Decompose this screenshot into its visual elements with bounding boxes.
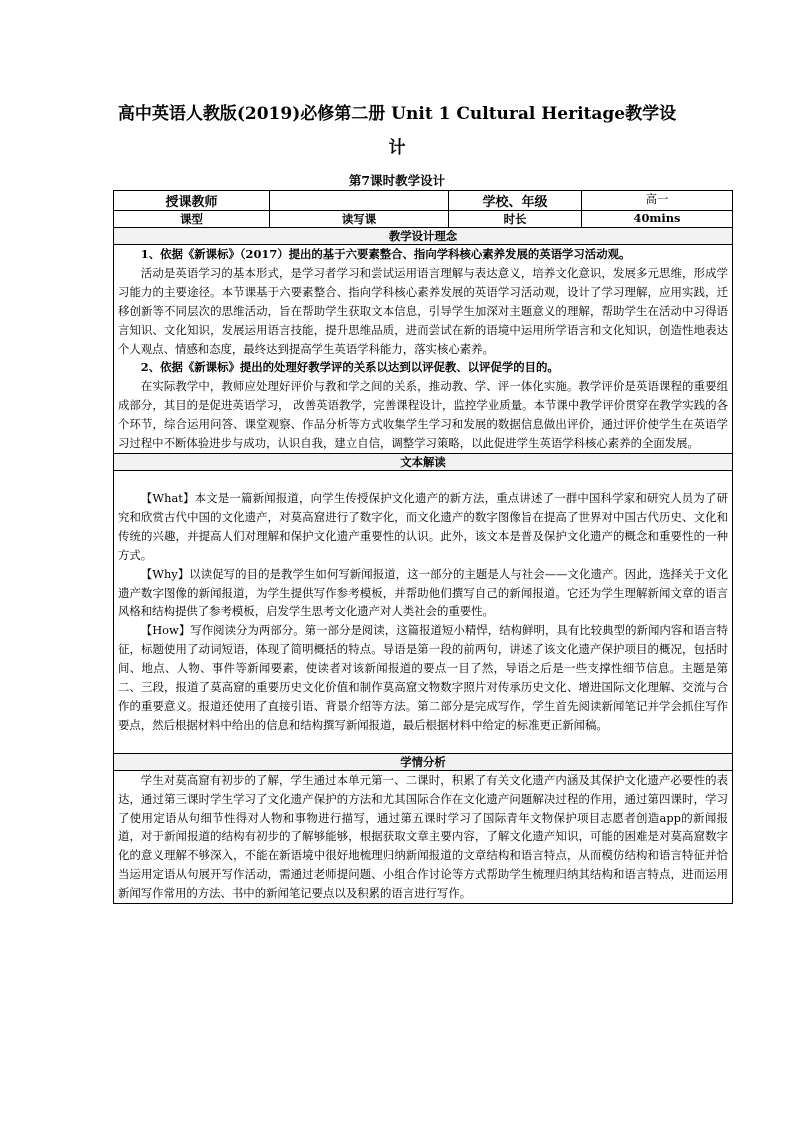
concept-heading: 教学设计理念 bbox=[114, 228, 733, 245]
text-analysis-section bbox=[114, 470, 733, 753]
text-why: 【Why】以读促写的目的是教学生如何写新闻报道，这一部分的主题是人与社会——文化遗产。因此，选择关于文化遗产数字图像的新闻报道，为学生提供写作参考模板，并帮助他们撰写自己的新闻报道。它还为学生理解新闻文章的语言风格和结构提供了参考模板，启发学生思考文化遗产对人类社会的重要性。 bbox=[118, 566, 728, 619]
type-value: 读写课 bbox=[270, 211, 449, 228]
duration-label: 时长 bbox=[449, 211, 582, 228]
text-what: 【What】本文是一篇新闻报道，向学生传授保护文化遗产的新方法，重点讲述了一群中国科学家和研究人员为了研究和欣赏古代中国的文化遗产，对莫高窟进行了数字化，而文化遗产的数字图像旨在提高了世界对中国古代历史、文化和传统的兴趣，并提高人们对理解和保护文化遗产重要性的认识。此外，该文本是普及保护文化遗产的概念和重要性的一种方式。 bbox=[118, 490, 728, 562]
lesson-plan-table bbox=[113, 190, 733, 904]
school-label: 学校、年级 bbox=[449, 191, 582, 211]
text-how: 【How】写作阅读分为两部分。第一部分是阅读，这篇报道短小精悍，结构鲜明，具有比较典型的新闻内容和语言特征，标题使用了动词短语，体现了简明概括的特点。导语是第一段的前两句，讲述了该文化遗产保护项目的概况，包括时间、地点、人物、事件等新闻要素，使读者对该新闻报道的要点一目了然，导语之后是一些支撑性细节信息。主题是第二、三段，报道了莫高窟的重要历史文化价值和制作莫高窟文物数字照片对传承历史文化、增进国际文化理解、交流与合作的重要意义。报道还使用了直接引语、背景介绍等方法。第二部分是完成写作，学生首先阅读新闻笔记并学会抓住写作要点，然后根据材料中给出的信息和结构撰写新闻报道，最后根据材料中给定的标准更正新闻稿。 bbox=[118, 623, 728, 732]
lesson-subtitle: 第7课时教学设计 bbox=[348, 173, 446, 188]
student-analysis-heading: 学情分析 bbox=[114, 753, 733, 770]
duration-value: 40mins bbox=[582, 211, 733, 228]
teacher-value bbox=[270, 191, 449, 211]
concept-paragraph-1: 活动是英语学习的基本形式，是学习者学习和尝试运用语言理解与表达意义，培养文化意识，发展多元思维，形成学习能力的主要途径。本节课基于六要素整合、指向学科核心素养发展的英语学习活动观，设计了学习理解，应用实践，迁移创新等不同层次的思维活动，旨在帮助学生获取文本信息，引导学生加深对主题意义的理解，帮助学生在活动中习得语言知识、文化知识，发展运用语言技能，提升思维品质，进而尝试在新的语境中运用所学语言和文化知识，创造性地表达个人观点、情感和态度，最终达到提高学生英语学科能力，落实核心素养。 bbox=[118, 265, 728, 356]
concept-point-2: 2、依据《新课标》提出的处理好教学评的关系以达到以评促教、以评促学的目的。 bbox=[140, 360, 559, 375]
student-analysis-section bbox=[114, 770, 733, 903]
concept-point-1: 1、依据《新课标》（2017）提出的基于六要素整合、指向学科核心素养发展的英语学习活动观。 bbox=[140, 247, 631, 261]
concept-section bbox=[114, 245, 733, 454]
text-analysis-heading: 文本解读 bbox=[114, 453, 733, 470]
document-title: 高中英语人教版(2019)必修第二册 Unit 1 Cultural Heritage教学设计 bbox=[117, 104, 677, 158]
teacher-label: 授课教师 bbox=[114, 191, 270, 211]
school-value: 高一 bbox=[582, 191, 733, 211]
concept-paragraph-2: 在实际教学中，教师应处理好评价与教和学之间的关系，推动教、学、评一体化实施。教学评价是英语课程的重要组成部分，其目的是促进英语学习， 改善英语教学，完善课程设计，监控学业质量。本节课中教学评价贯穿在教学实践的各个环节，综合运用问答、课堂观察、作品分析等方式收集学生学习和发展的数据信息做出评价，通过评价使学生在英语学习过程中不断体验进步与成功，认识自我，建立自信，调整学习策略，以此促进学生英语学科核心素养的全面发展。 bbox=[118, 379, 728, 451]
student-analysis-paragraph: 学生对莫高窟有初步的了解，学生通过本单元第一、二课时，积累了有关文化遗产内涵及其保护文化遗产必要性的表达，通过第三课时学生学习了文化遗产保护的方法和尤其国际合作在文化遗产问题解决过程的作用，通过第四课时，学习了使用定语从句细节性得对人物和事物进行描写，通过第五课时学习了国际青年文物保护项目志愿者创造app的新闻报道，对于新闻报道的结构有初步的了解够能够，根据获取文章主要内容，了解文化遗产知识，可能的困难是对莫高窟数字化的意义理解不够深入，不能在新语境中很好地梳理归纳新闻报道的文章结构和语言特点，从而模仿结构和语言特征并恰当运用定语从句展开写作活动，需通过老师提问题、小组合作讨论等方式帮助学生梳理归纳其结构和语言特点，进而运用新闻写作常用的方法、书中的新闻笔记要点以及积累的语言进行写作。 bbox=[118, 772, 728, 901]
type-label: 课型 bbox=[114, 211, 270, 228]
